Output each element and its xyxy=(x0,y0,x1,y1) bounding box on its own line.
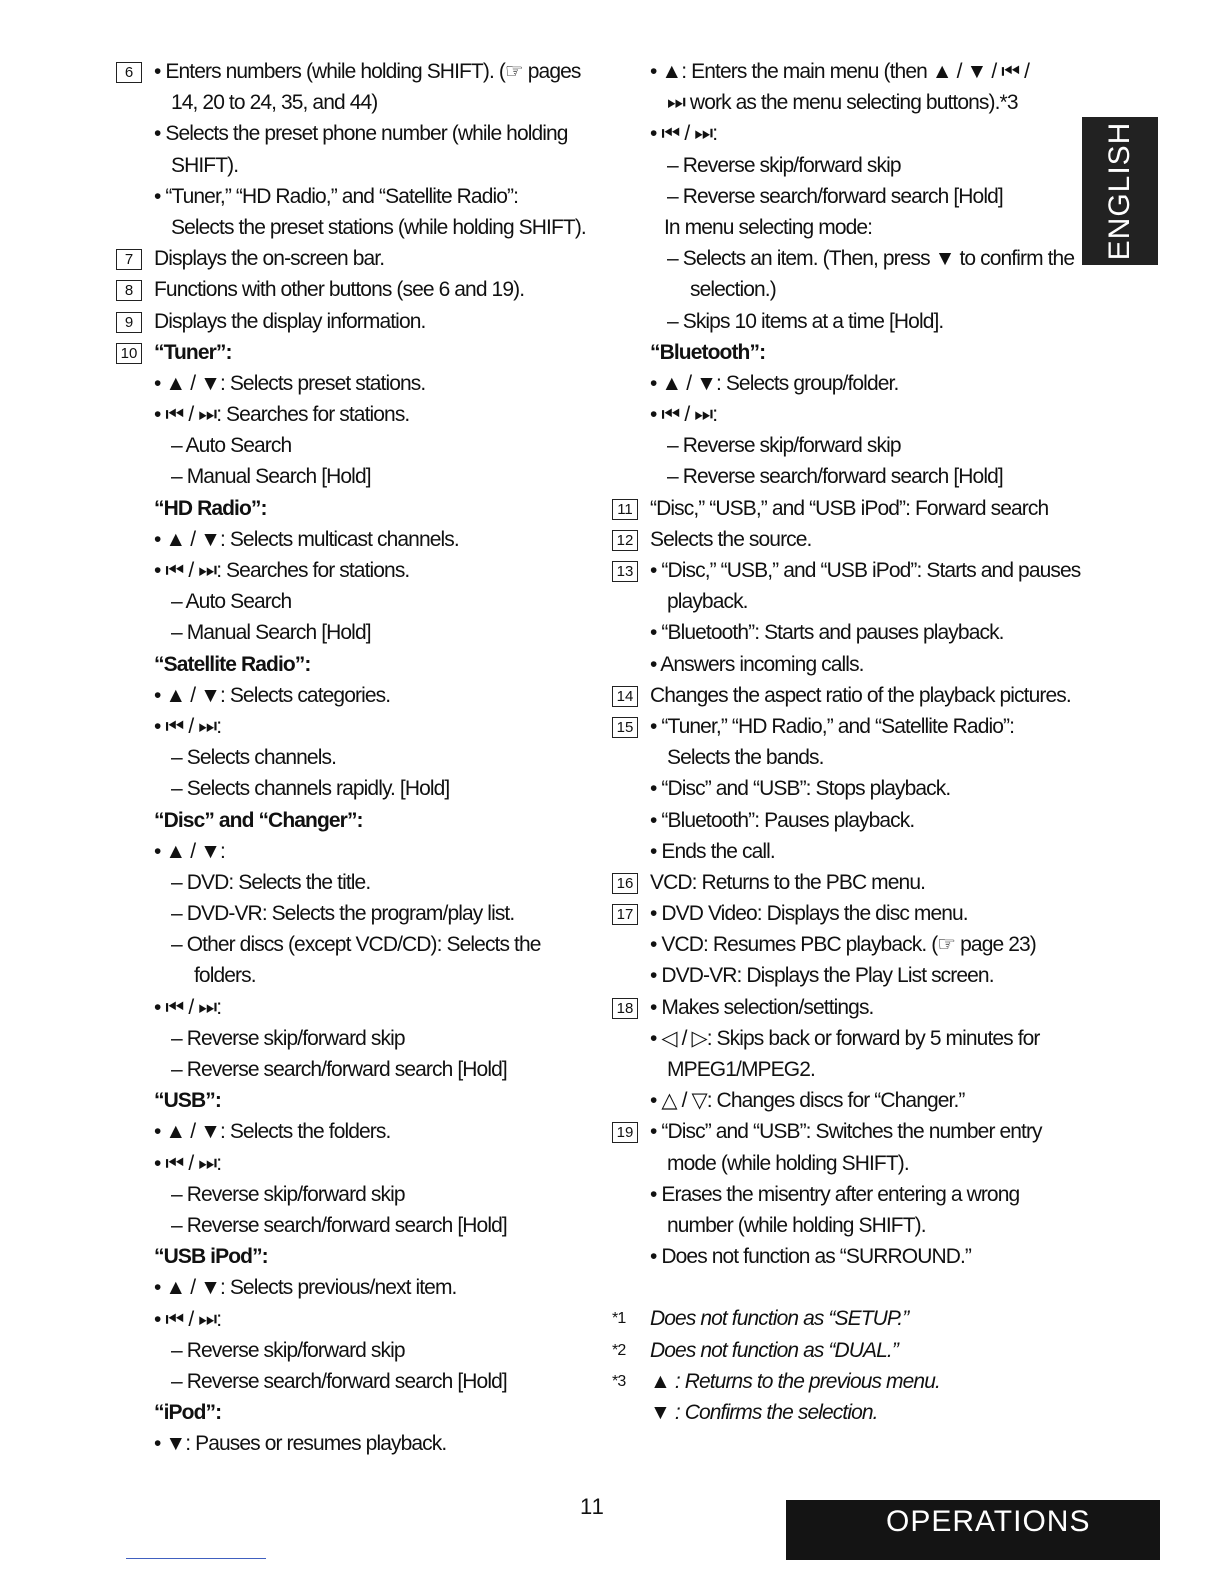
line-text: “USB”: xyxy=(154,1089,221,1113)
text-line xyxy=(612,1054,1082,1085)
line-text: – DVD: Selects the title. xyxy=(171,870,371,894)
line-text: “Tuner”: xyxy=(154,340,232,364)
text-line xyxy=(116,1116,586,1147)
line-text: “Disc” and “Changer”: xyxy=(154,808,363,832)
text-line xyxy=(116,399,586,430)
line-text: – Selects an item. (Then, press ▼ to confirm the xyxy=(667,247,1075,271)
line-text: • △ / ▽: Changes discs for “Changer.” xyxy=(650,1089,965,1113)
line-text: – Reverse search/forward search [Hold] xyxy=(171,1058,507,1081)
text-line xyxy=(116,306,586,337)
item-number-box: 8 xyxy=(116,280,142,301)
text-line xyxy=(116,1148,586,1179)
line-text: – Auto Search xyxy=(171,434,292,458)
item-number-box: 14 xyxy=(612,686,638,707)
line-text: • “Bluetooth”: Starts and pauses playback. xyxy=(650,621,1004,645)
text-line xyxy=(116,742,586,773)
line-text: “Satellite Radio”: xyxy=(154,652,311,676)
line-text: – Auto Search xyxy=(171,590,292,614)
text-line xyxy=(612,1116,1082,1147)
section-banner: OPERATIONS xyxy=(786,1500,1160,1560)
text-line xyxy=(116,1335,586,1366)
line-text: number (while holding SHIFT). xyxy=(667,1213,926,1237)
line-text: • “Disc,” “USB,” and “USB iPod”: Starts and pauses xyxy=(650,559,1081,582)
text-line xyxy=(116,212,586,243)
line-text: “HD Radio”: xyxy=(154,496,267,520)
line-text: – Reverse search/forward search [Hold] xyxy=(667,184,1003,208)
text-line xyxy=(116,711,586,742)
line-text: – DVD-VR: Selects the program/play list. xyxy=(171,902,515,926)
text-line xyxy=(116,1085,586,1116)
line-text: folders. xyxy=(194,964,256,988)
line-text: mode (while holding SHIFT). xyxy=(667,1151,909,1175)
text-line xyxy=(612,711,1082,742)
text-line xyxy=(612,586,1082,617)
text-line xyxy=(612,836,1082,867)
line-text: • Ends the call. xyxy=(650,839,775,863)
text-line xyxy=(612,929,1082,960)
line-text: Selects the preset stations (while holding SHIFT). xyxy=(171,215,586,239)
text-line xyxy=(116,337,586,368)
text-line xyxy=(116,649,586,680)
line-text: Selects the source. xyxy=(650,527,812,551)
left-column xyxy=(116,56,586,1459)
line-text: • ⏮ / ⏭: xyxy=(154,995,222,1019)
item-number-box: 12 xyxy=(612,530,638,551)
line-text: • ⏮ / ⏭: xyxy=(154,1151,222,1175)
text-line xyxy=(116,1179,586,1210)
right-column xyxy=(612,56,1082,1428)
text-line xyxy=(612,1210,1082,1241)
line-text: – Reverse search/forward search [Hold] xyxy=(171,1213,507,1237)
line-text: VCD: Returns to the PBC menu. xyxy=(650,870,926,894)
line-text: • ▲ / ▼: xyxy=(154,839,225,863)
text-line xyxy=(116,430,586,461)
text-line xyxy=(116,368,586,399)
text-line xyxy=(116,929,586,960)
line-text: Displays the on-screen bar. xyxy=(154,247,385,271)
text-line xyxy=(116,274,586,305)
line-text: • ⏮ / ⏭: Searches for stations. xyxy=(154,403,410,427)
text-line xyxy=(612,1272,1082,1303)
text-line xyxy=(612,1241,1082,1272)
line-text: – Manual Search [Hold] xyxy=(171,621,371,645)
line-text: Changes the aspect ratio of the playback pictures. xyxy=(650,683,1071,707)
line-text: • “Tuner,” “HD Radio,” and “Satellite Radio”: xyxy=(154,184,519,208)
footnote-line xyxy=(612,1397,1082,1428)
text-line xyxy=(612,212,1082,243)
line-text: Does not function as “SETUP.” xyxy=(650,1307,909,1331)
line-text: “USB iPod”: xyxy=(154,1245,268,1269)
text-line xyxy=(612,960,1082,991)
text-line xyxy=(612,399,1082,430)
text-line xyxy=(116,493,586,524)
line-text: • ▲ / ▼: Selects the folders. xyxy=(154,1120,391,1144)
line-text: • ⏮ / ⏭: xyxy=(154,1307,222,1331)
line-text: • ▲ / ▼: Selects categories. xyxy=(154,683,391,707)
text-line xyxy=(612,555,1082,586)
line-text: • DVD Video: Displays the disc menu. xyxy=(650,902,968,926)
text-line xyxy=(116,836,586,867)
line-text: • “Bluetooth”: Pauses playback. xyxy=(650,808,915,832)
language-label: ENGLISH xyxy=(1103,121,1136,261)
text-line xyxy=(612,306,1082,337)
text-line xyxy=(116,586,586,617)
line-text: “Disc,” “USB,” and “USB iPod”: Forward search xyxy=(650,496,1049,520)
text-line xyxy=(116,617,586,648)
text-line xyxy=(116,1272,586,1303)
text-line xyxy=(612,493,1082,524)
line-text: – Skips 10 items at a time [Hold]. xyxy=(667,309,944,333)
text-line xyxy=(116,243,586,274)
line-text: • DVD-VR: Displays the Play List screen. xyxy=(650,964,994,988)
line-text: selection.) xyxy=(690,278,776,302)
footnote-mark: *2 xyxy=(612,1341,626,1359)
line-text: • ⏮ / ⏭: xyxy=(650,122,718,146)
text-line xyxy=(612,617,1082,648)
line-text: • ▲ / ▼: Selects group/folder. xyxy=(650,371,899,395)
text-line xyxy=(612,243,1082,274)
page-number: 11 xyxy=(580,1494,605,1519)
item-number-box: 9 xyxy=(116,312,142,333)
item-number-box: 17 xyxy=(612,904,638,925)
text-line xyxy=(612,742,1082,773)
line-text: • “Disc” and “USB”: Stops playback. xyxy=(650,777,951,801)
text-line xyxy=(116,461,586,492)
line-text: “iPod”: xyxy=(154,1401,222,1425)
line-text: – Reverse skip/forward skip xyxy=(171,1026,405,1050)
line-text: – Manual Search [Hold] xyxy=(171,465,371,489)
text-line xyxy=(116,150,586,181)
line-text: In menu selecting mode: xyxy=(664,215,873,239)
text-line xyxy=(116,56,586,87)
text-line xyxy=(612,430,1082,461)
text-line xyxy=(116,1366,586,1397)
line-text: – Selects channels. xyxy=(171,746,337,770)
text-line xyxy=(612,118,1082,149)
text-line xyxy=(612,368,1082,399)
item-number-box: 18 xyxy=(612,998,638,1019)
footnote-line xyxy=(612,1366,1082,1397)
line-text: – Reverse search/forward search [Hold] xyxy=(171,1369,507,1393)
footer-rule xyxy=(126,1558,266,1559)
line-text: – Selects channels rapidly. [Hold] xyxy=(171,777,450,801)
text-line xyxy=(116,1054,586,1085)
line-text: • Selects the preset phone number (while holding xyxy=(154,122,568,146)
text-line xyxy=(116,181,586,212)
line-text: “Bluetooth”: xyxy=(650,340,766,364)
line-text: • ⏮ / ⏭: xyxy=(650,403,718,427)
line-text: – Other discs (except VCD/CD): Selects the xyxy=(171,933,541,957)
line-text: • Erases the misentry after entering a wrong xyxy=(650,1182,1020,1206)
line-text: playback. xyxy=(667,590,748,614)
item-number-box: 10 xyxy=(116,343,142,364)
text-line xyxy=(612,1085,1082,1116)
line-text: • ◁ / ▷: Skips back or forward by 5 minutes for xyxy=(650,1026,1040,1050)
line-text: ▲ : Returns to the previous menu. xyxy=(650,1369,940,1393)
text-line xyxy=(612,805,1082,836)
item-number-box: 13 xyxy=(612,561,638,582)
line-text: • “Tuner,” “HD Radio,” and “Satellite Radio”: xyxy=(650,714,1015,738)
line-text: Displays the display information. xyxy=(154,309,426,333)
text-line xyxy=(116,898,586,929)
item-number-box: 15 xyxy=(612,717,638,738)
line-text: ▼ : Confirms the selection. xyxy=(650,1400,878,1424)
line-text: – Reverse skip/forward skip xyxy=(171,1338,405,1362)
line-text: • ⏮ / ⏭: Searches for stations. xyxy=(154,559,410,582)
item-number-box: 11 xyxy=(612,499,638,520)
text-line xyxy=(116,1023,586,1054)
line-text: SHIFT). xyxy=(171,153,239,177)
text-line xyxy=(116,555,586,586)
item-number-box: 7 xyxy=(116,249,142,270)
line-text: • ▲ / ▼: Selects multicast channels. xyxy=(154,527,459,551)
text-line xyxy=(116,524,586,555)
line-text: Does not function as “DUAL.” xyxy=(650,1338,898,1362)
line-text: • ▲: Enters the main menu (then ▲ / ▼ / ⏮ / xyxy=(650,60,1030,83)
text-line xyxy=(612,773,1082,804)
line-text: • Does not function as “SURROUND.” xyxy=(650,1245,972,1269)
line-text: Selects the bands. xyxy=(667,746,824,770)
text-line xyxy=(612,337,1082,368)
text-line xyxy=(612,87,1082,118)
line-text: – Reverse search/forward search [Hold] xyxy=(667,465,1003,489)
line-text: • ⏮ / ⏭: xyxy=(154,714,222,738)
line-text: • “Disc” and “USB”: Switches the number entry xyxy=(650,1120,1042,1144)
line-text: • VCD: Resumes PBC playback. (☞ page 23) xyxy=(650,933,1036,957)
text-line xyxy=(116,992,586,1023)
text-line xyxy=(116,805,586,836)
language-tab xyxy=(1082,117,1158,265)
text-line xyxy=(116,1241,586,1272)
line-text: – Reverse skip/forward skip xyxy=(667,153,901,177)
text-line xyxy=(116,1304,586,1335)
footnote-mark: *3 xyxy=(612,1372,626,1390)
text-line xyxy=(116,87,586,118)
line-text: • ▼: Pauses or resumes playback. xyxy=(154,1432,447,1456)
text-line xyxy=(116,118,586,149)
footnote-line xyxy=(612,1303,1082,1334)
text-line xyxy=(612,1179,1082,1210)
text-line xyxy=(612,150,1082,181)
line-text: • ▲ / ▼: Selects preset stations. xyxy=(154,371,426,395)
text-line xyxy=(116,1397,586,1428)
text-line xyxy=(612,1148,1082,1179)
text-line xyxy=(612,524,1082,555)
text-line xyxy=(116,680,586,711)
line-text: • ▲ / ▼: Selects previous/next item. xyxy=(154,1276,457,1300)
text-line xyxy=(116,1210,586,1241)
line-text: • Makes selection/settings. xyxy=(650,995,874,1019)
line-text: – Reverse skip/forward skip xyxy=(171,1182,405,1206)
line-text: 14, 20 to 24, 35, and 44) xyxy=(171,91,378,115)
footnote-mark: *1 xyxy=(612,1310,626,1328)
line-text: • Enters numbers (while holding SHIFT). (☞ pages xyxy=(154,60,581,83)
item-number-box: 6 xyxy=(116,62,142,83)
text-line xyxy=(612,649,1082,680)
text-line xyxy=(116,1428,586,1459)
text-line xyxy=(612,274,1082,305)
text-line xyxy=(612,898,1082,929)
text-line xyxy=(116,773,586,804)
line-text: • Answers incoming calls. xyxy=(650,652,864,676)
text-line xyxy=(612,992,1082,1023)
text-line xyxy=(612,181,1082,212)
text-line xyxy=(612,1023,1082,1054)
text-line xyxy=(612,680,1082,711)
line-text: ⏭ work as the menu selecting buttons).*3 xyxy=(667,91,1018,115)
line-text: Functions with other buttons (see 6 and 19). xyxy=(154,278,525,302)
item-number-box: 19 xyxy=(612,1122,638,1143)
text-line xyxy=(612,461,1082,492)
item-number-box: 16 xyxy=(612,873,638,894)
footnote-line xyxy=(612,1335,1082,1366)
text-line xyxy=(116,960,586,991)
text-line xyxy=(612,56,1082,87)
text-line xyxy=(116,867,586,898)
text-line xyxy=(612,867,1082,898)
line-text: MPEG1/MPEG2. xyxy=(667,1058,815,1081)
line-text: – Reverse skip/forward skip xyxy=(667,434,901,458)
